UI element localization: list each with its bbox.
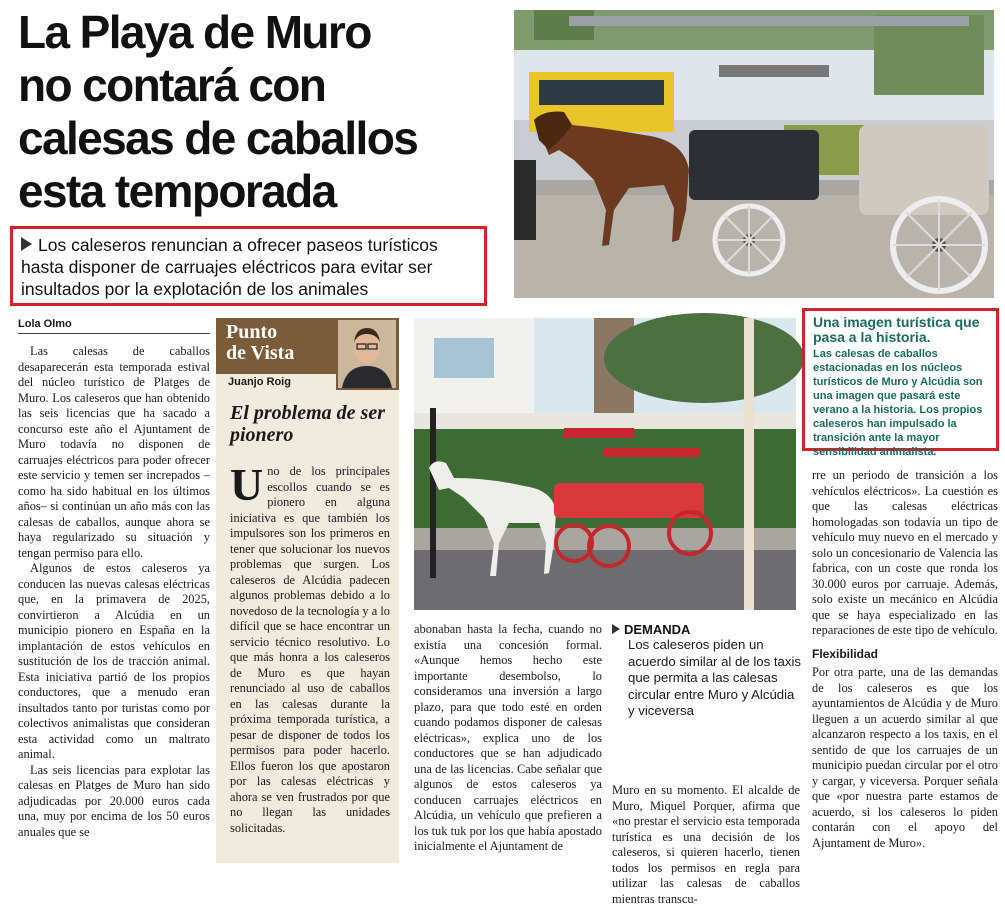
triangle-bullet-icon [21, 237, 32, 251]
paragraph: Las seis licencias para explotar las calesas en Platges de Muro han sido adjudicadas por 20.000 euros cada una, muy por encima de los 50 euros anuales que se [18, 762, 210, 839]
author-portrait [338, 320, 396, 388]
column-5 [812, 468, 998, 851]
paragraph: Por otra parte, una de las demandas de los caleseros es que los ayuntamientos de Alcúdia y de Muro lleguen a un acuerdo similar al que alcanzaron respecto a los taxis, en el sentido de que los carruajes de un municipio puedan circular por el otro y cargar, y viceversa. Porquer señala que «por nuestra parte estamos de acuerdo, si los caleseros lo piden contarán con el apoyo del Ajuntament de Muro». [812, 665, 998, 850]
caption-body: Las calesas de caballos estacionadas en los núcleos turísticos de Muro y Alcúdia son una imagen que pasará este verano a la historia. Los propios caleseros han impulsado la transición ante la mayor sensibilidad animalista. [813, 348, 983, 458]
section-heading: Flexibilidad [812, 646, 879, 661]
column-4 [612, 783, 800, 907]
byline: Lola Olmo [18, 318, 72, 330]
opinion-author: Juanjo Roig [216, 374, 336, 390]
photo-caption-box [802, 308, 999, 458]
triangle-bullet-icon [612, 624, 620, 634]
title-line: Punto [226, 321, 278, 343]
caption-title: Una imagen turística que pasa a la historia. [813, 314, 980, 345]
headline-line: esta temporada [18, 165, 336, 217]
divider [18, 333, 210, 334]
subheadline-text: Los caleseros renuncian a ofrecer paseos turísticos hasta disponer de carruajes eléctricos para evitar ser insultados por la explotación de los animales [21, 235, 438, 299]
column-1 [18, 344, 210, 840]
horse-carriage-photo [514, 10, 994, 298]
headline-line: calesas de caballos [18, 112, 418, 164]
paragraph: rre un periodo de transición a los vehículos eléctricos». La cuestión es que las calesas eléctricas homologadas son todavía un tipo de vehículo muy nuevo en el mercado y solo un concesionario de Valencia las fabrica, con un coste que ronda los 30.000 euros por carruaje. Además, solo existe un mecánico en Alcúdia que se haya especializado en las reparaciones de este tipo de vehículo. [812, 468, 998, 637]
punto-de-vista-box [216, 318, 399, 863]
paragraph: Algunos de estos caleseros ya conducen las nuevas calesas eléctricas que, en la primavera de 2025, convirtieron a Alcúdia en un municipio pionero en España en la implantación de estos vehículos en sustitución de los de tracción animal. Esta iniciativa partió de los propios conductores, que a menudo eran insultados tanto por turistas como por colectivos animalistas que consideran esta actividad como un maltrato animal. [18, 561, 210, 761]
white-horse-carriage-photo [414, 318, 796, 610]
opinion-body [230, 459, 390, 836]
headline-line: La Playa de Muro [18, 6, 371, 58]
top-photo [514, 10, 994, 298]
column-3 [414, 622, 602, 855]
headline-line: no contará con [18, 59, 326, 111]
paragraph: Muro en su momento. El alcalde de Muro, Miquel Porquer, afirma que «no prestar el servicio esta temporada turística es una decisión de los caleseros, si quieren hacerlo, tienen todos los permisos en regla para utilizar las calesas de caballos mientras transcu- [612, 783, 800, 906]
opinion-text: no de los principales escollos cuando se es pionero en alguna iniciativa es que también los impulsores son los primeros en tener que solucionar los nuevos problemas que surgen. Los caleseros de Alcúdia padecen algunos problemas debido a lo novedoso de la tecnología y a lo difícil que se hace encontrar un servicio técnico resolutivo. Lo que más honra a los caleseros de Muro es que hayan renunciado al uso de caballos en las calesas durante la próxima temporada turística, a pesar de disponer de todos los permisos para poder hacerlo. Ellos fueron los que apostaron por las calesas eléctricas y ahora se ven frustrados por que no llegan las unidades solicitadas. [230, 464, 390, 835]
demanda-label-row [612, 622, 802, 637]
subheadline-box [10, 226, 487, 306]
title-line: de Vista [226, 342, 295, 364]
demanda-highlight [612, 622, 802, 720]
drop-cap: U [230, 459, 264, 510]
paragraph: Las calesas de caballos desaparecerán esta temporada estival del núcleo turístico de Platges de Muro. Los caleseros que han obtenido las seis licencias que ha sacado a concurso este año el Ajuntament de Muro todavía no disponen de carruajes eléctricos para poder ofrecer este servicio y temen ser increpados –como ha sido habitual en los últimos años– si continúan un año más con las calesas de caballos, aunque ahora se haya regularizado su situación y tengan permiso para ello. [18, 344, 210, 560]
paragraph: abonaban hasta la fecha, cuando no existía una concesión formal. «Aunque hemos hecho este importante desembolso, lo consideramos una inversión a largo plazo, para que todo esté en orden cuando podamos disponer de calesas eléctricas», explica uno de los conductores que se han adjudicado una de las licencias. Cabe señalar que algunos de estos caleseros ya conducen carruajes eléctricos en Alcúdia, un vehículo que prefieren a los tuk tuk por los que había apostado inicialmente el Ajuntament de [414, 622, 602, 853]
opinion-subtitle: El problema de ser pionero [230, 402, 385, 446]
punto-de-vista-title [226, 322, 294, 364]
headline [18, 6, 508, 218]
middle-photo [414, 318, 796, 610]
demanda-text: Los caleseros piden un acuerdo similar al de los taxis que permita a las calesas circular entre Muro y Alcúdia y viceversa [628, 637, 801, 718]
demanda-label: DEMANDA [624, 622, 691, 637]
